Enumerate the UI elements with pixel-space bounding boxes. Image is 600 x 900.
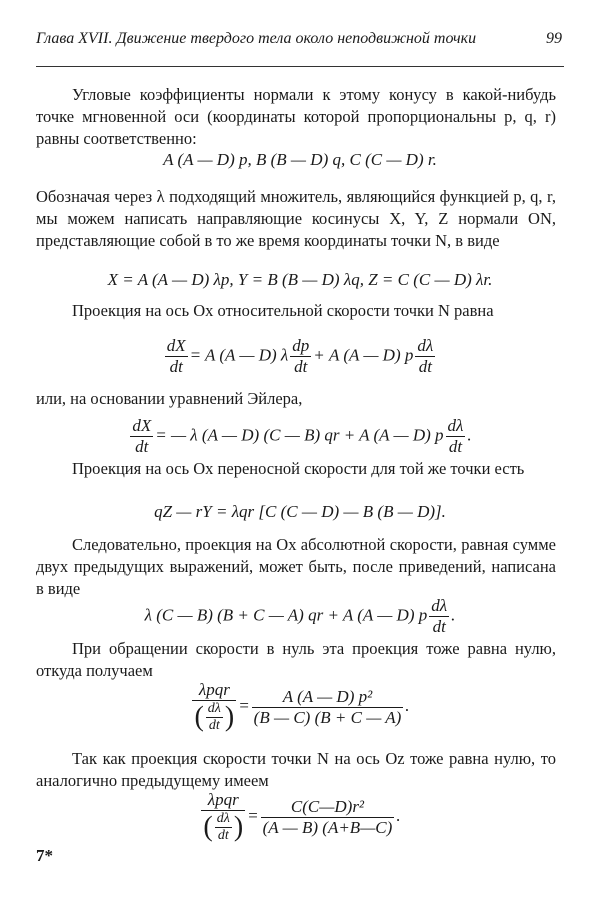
formula-term: . bbox=[396, 805, 401, 825]
numerator: dX bbox=[132, 416, 152, 435]
formula-5: qZ — rY = λqr [C (C — D) — B (B — D)]. bbox=[154, 502, 446, 521]
paragraph-5: Проекция на ось Ox переносной скорости для той же точки есть bbox=[72, 459, 525, 478]
numerator: dX bbox=[166, 336, 186, 355]
paren: ( bbox=[194, 701, 204, 733]
denominator: (A — B) (A+B—C) bbox=[262, 817, 393, 837]
fraction-rhs bbox=[252, 687, 404, 728]
formula-7 bbox=[0, 680, 600, 734]
formula-8 bbox=[0, 790, 600, 844]
chapter-title: Глава XVII. Движение твердого тела около неподвижной точки bbox=[36, 30, 477, 47]
formula-term: . bbox=[405, 695, 410, 715]
formula-1: A (A — D) p, B (B — D) q, C (C — D) r. bbox=[163, 150, 437, 169]
numerator: dλ bbox=[216, 811, 230, 826]
fraction-dl-dt bbox=[215, 811, 232, 844]
formula-2: X = A (A — D) λp, Y = B (B — D) λq, Z = C (C — D) λr. bbox=[107, 270, 493, 289]
paragraph-4: или, на основании уравнений Эйлера, bbox=[36, 389, 303, 408]
numerator: C(C—D)r² bbox=[290, 796, 365, 816]
formula-term: . bbox=[451, 605, 456, 625]
denominator: dt bbox=[446, 436, 466, 457]
fraction-dp-dt bbox=[290, 336, 311, 377]
numerator: λpqr bbox=[198, 680, 230, 699]
denominator: dt bbox=[130, 436, 153, 457]
fraction-dl-dt bbox=[429, 596, 449, 637]
denominator: dt bbox=[215, 827, 232, 844]
paragraph-8: Так как проекция скорости точки N на ось Oz тоже равна нулю, то аналогично предыдущему имеем bbox=[36, 749, 556, 790]
paragraph-2: Обозначая через λ подходящий множитель, являющийся функцией p, q, r, мы можем написать направляющие косинусы X, Y, Z нормали ON, представляющие собой в то же время координаты точки N, в виде bbox=[36, 187, 556, 250]
fraction-dX-dt bbox=[130, 416, 153, 457]
denominator: dt bbox=[206, 717, 223, 734]
denominator: dt bbox=[165, 356, 188, 377]
formula-6 bbox=[0, 596, 600, 637]
denominator: dt bbox=[429, 616, 449, 637]
numerator: dλ bbox=[447, 416, 464, 435]
fraction-lhs bbox=[192, 680, 236, 734]
fraction-dX-dt bbox=[165, 336, 188, 377]
numerator: dp bbox=[292, 336, 310, 355]
formula-4 bbox=[0, 416, 600, 457]
paren: ) bbox=[233, 811, 244, 843]
page-number: 99 bbox=[546, 30, 562, 47]
signature-mark: 7* bbox=[36, 846, 53, 865]
numerator: dλ bbox=[431, 596, 448, 615]
fraction-dl-dt bbox=[415, 336, 435, 377]
denominator bbox=[192, 700, 236, 734]
paragraph-6: Следовательно, проекция на Ox абсолютной скорости, равная сумме двух предыдущих выражений, может быть, после приведений, написана в виде bbox=[36, 535, 556, 598]
fraction-lhs bbox=[201, 790, 245, 844]
formula-3 bbox=[0, 336, 600, 377]
paragraph-1: Угловые коэффициенты нормали к этому конусу в какой-нибудь точке мгновенной оси (координаты которой пропорциональны p, q, r) равны соответственно: bbox=[36, 85, 556, 148]
formula-term: = A (A — D) λ bbox=[189, 345, 289, 365]
denominator: dt bbox=[290, 356, 311, 377]
paragraph-7: При обращении скорости в нуль эта проекция тоже равна нулю, откуда получаем bbox=[36, 639, 556, 680]
equals-sign: = bbox=[238, 695, 250, 715]
formula-term: = — λ (A — D) (C — B) qr + A (A — D) p bbox=[155, 425, 444, 445]
numerator: dλ bbox=[417, 336, 434, 355]
fraction-dl-dt bbox=[446, 416, 466, 457]
denominator: dt bbox=[415, 356, 435, 377]
fraction-dl-dt bbox=[206, 701, 223, 734]
denominator: (B — C) (B + C — A) bbox=[253, 707, 402, 727]
formula-term: + A (A — D) p bbox=[313, 345, 414, 365]
paren: ( bbox=[203, 811, 213, 843]
paragraph-3: Проекция на ось Ox относительной скорости точки N равна bbox=[72, 301, 494, 320]
running-header bbox=[36, 30, 562, 48]
formula-term: λ (C — B) (B + C — A) qr + A (A — D) p bbox=[144, 605, 428, 625]
numerator: λpqr bbox=[207, 790, 239, 809]
numerator: A (A — D) p² bbox=[282, 686, 373, 706]
formula-term: . bbox=[467, 425, 472, 445]
fraction-rhs bbox=[261, 797, 395, 838]
equals-sign: = bbox=[247, 805, 259, 825]
paren: ) bbox=[224, 701, 235, 733]
header-rule bbox=[36, 66, 564, 67]
numerator: dλ bbox=[207, 701, 221, 716]
denominator bbox=[201, 810, 245, 844]
